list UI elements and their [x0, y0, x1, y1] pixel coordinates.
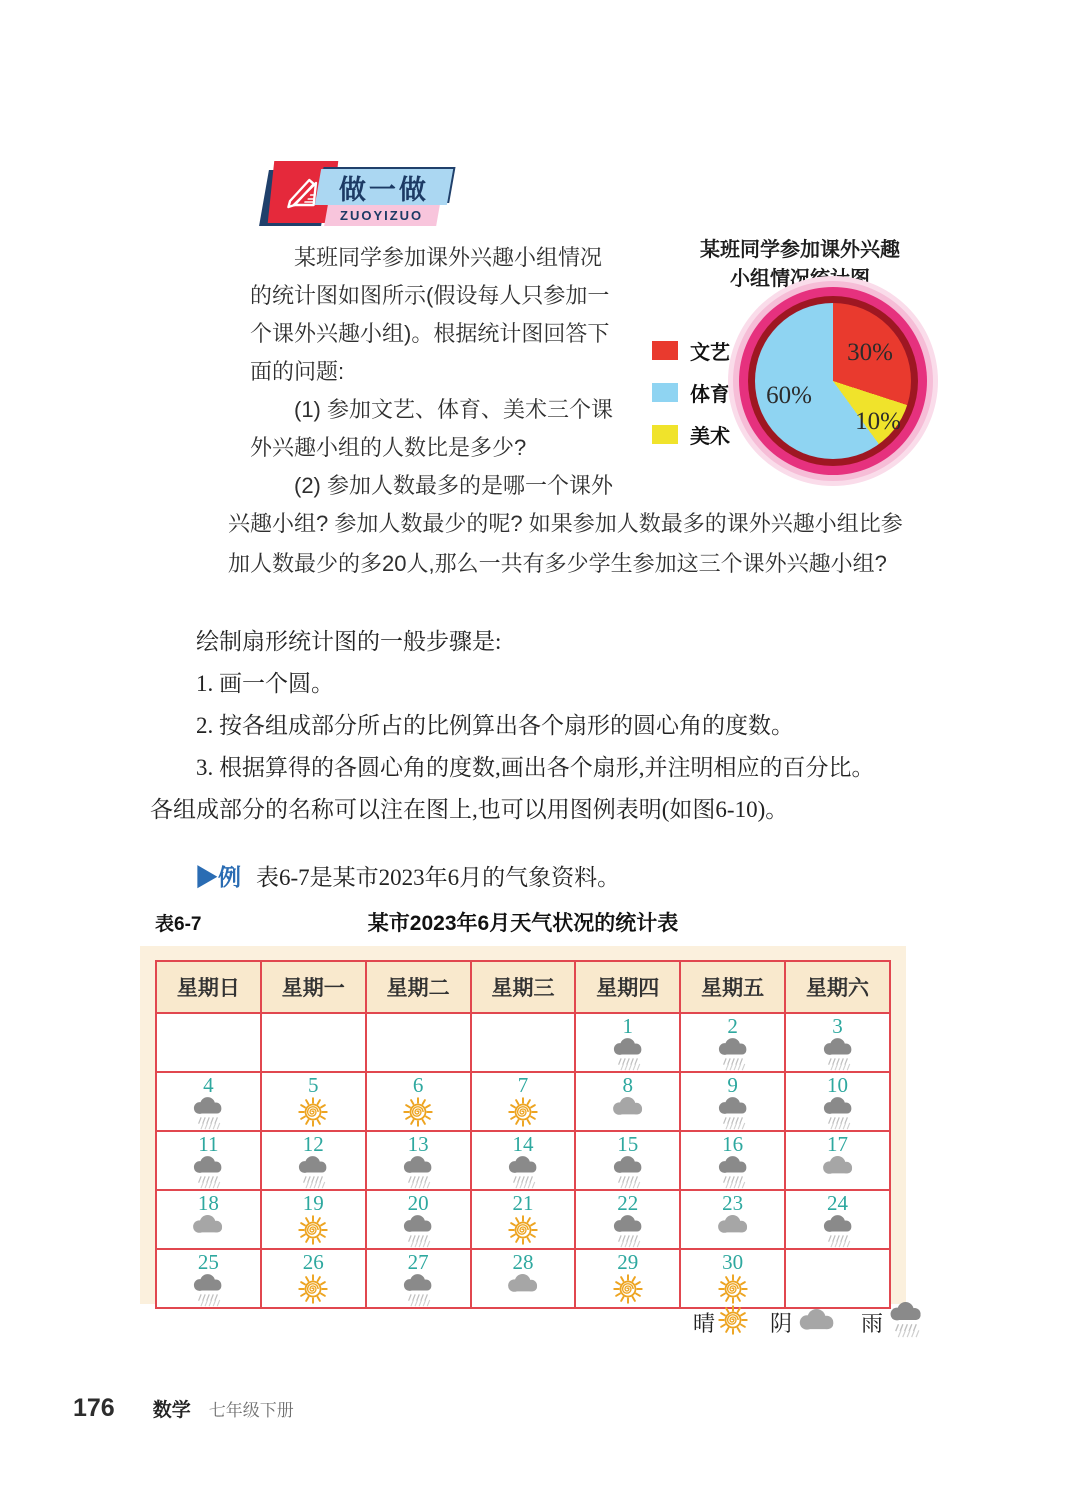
- weekday-header: 星期五: [680, 961, 785, 1013]
- sun-icon: [298, 1097, 328, 1127]
- intro-line: (2) 参加人数最多的是哪一个课外: [250, 473, 614, 498]
- pie-legend-label: 美术: [690, 426, 730, 448]
- pie-legend-swatch: [652, 383, 678, 402]
- calendar-cell: [366, 1072, 471, 1131]
- weather-icon-box: [157, 1156, 260, 1187]
- weather-legend-icon: [886, 1302, 926, 1343]
- badge-subtitle: ZUOYIZUO: [340, 208, 424, 223]
- weather-icon-box: [576, 1097, 679, 1128]
- calendar-day-number: 2: [727, 1014, 738, 1038]
- weather-icon-box: [576, 1215, 679, 1246]
- rain-icon: [820, 1215, 856, 1248]
- calendar-day-number: 17: [827, 1132, 849, 1156]
- weather-legend-icon: [718, 1305, 748, 1340]
- weather-icon-box: [262, 1274, 365, 1305]
- weekday-header: 星期日: [156, 961, 261, 1013]
- calendar-week-row: [156, 1190, 890, 1249]
- calendar-cell: [575, 1249, 680, 1308]
- calendar-cell: [366, 1249, 471, 1308]
- calendar-day-number: 7: [517, 1073, 529, 1097]
- calendar-day-number: 11: [198, 1132, 219, 1156]
- cloud-icon: [714, 1215, 752, 1234]
- weather-icon-box: [681, 1156, 784, 1187]
- calendar-day-number: 4: [203, 1073, 214, 1097]
- steps-line: 绘制扇形统计图的一般步骤是:: [150, 629, 502, 654]
- calendar-cell: [575, 1072, 680, 1131]
- calendar-cell: [261, 1249, 366, 1308]
- weather-icon-box: [262, 1097, 365, 1128]
- weather-legend: [693, 1302, 926, 1343]
- calendar-cell: [261, 1072, 366, 1131]
- weather-icon-box: [786, 1156, 889, 1187]
- calendar-cell: [471, 1190, 576, 1249]
- pie-legend-label: 体育: [690, 384, 730, 406]
- cloud-icon: [795, 1309, 839, 1331]
- weekday-header: 星期二: [366, 961, 471, 1013]
- pie-slice-label-meishu: 10%: [855, 408, 901, 435]
- steps-line: 2. 按各组成部分所占的比例算出各个扇形的圆心角的度数。: [150, 713, 794, 738]
- sun-icon: [718, 1305, 748, 1335]
- weather-icon-box: [157, 1215, 260, 1246]
- calendar-day-number: 14: [512, 1132, 534, 1156]
- calendar-cell: [575, 1190, 680, 1249]
- calendar-day-number: 12: [302, 1132, 324, 1156]
- calendar-cell: [471, 1013, 576, 1072]
- weather-icon-box: [681, 1215, 784, 1246]
- weather-icon-box: [576, 1274, 679, 1305]
- calendar-day-number: 26: [302, 1250, 324, 1274]
- weather-icon-box: [367, 1097, 470, 1128]
- table-title: 某市2023年6月天气状况的统计表: [367, 912, 679, 935]
- calendar-day-number: 21: [512, 1191, 534, 1215]
- rain-icon: [886, 1302, 926, 1338]
- pie-chart-title: [645, 236, 955, 294]
- rain-icon: [715, 1038, 751, 1071]
- calendar-cell: [785, 1013, 890, 1072]
- rain-icon: [400, 1274, 436, 1307]
- weather-icon-box: [262, 1215, 365, 1246]
- calendar-day-number: 1: [622, 1014, 634, 1038]
- rain-icon: [505, 1156, 541, 1189]
- intro-line: 兴趣小组? 参加人数最少的呢? 如果参加人数最多的课外兴趣小组比参: [228, 511, 903, 536]
- rain-icon: [610, 1215, 646, 1248]
- footer-grade: 七年级下册: [208, 1401, 294, 1420]
- calendar-cell: [156, 1072, 261, 1131]
- rain-icon: [715, 1156, 751, 1189]
- intro-line: 加人数最少的多20人,那么一共有多少学生参加这三个课外兴趣小组?: [228, 551, 887, 576]
- badge-title-banner: [315, 169, 453, 205]
- zuoyizuo-badge: [262, 158, 462, 230]
- intro-line: 外兴趣小组的人数比是多少?: [250, 435, 527, 460]
- pie-legend-item: [652, 336, 730, 365]
- calendar-day-number: 27: [407, 1250, 429, 1274]
- calendar-cell: [785, 1249, 890, 1308]
- calendar-cell: [366, 1190, 471, 1249]
- pie-slice-label-wenyi: 30%: [847, 339, 893, 366]
- cloud-icon: [609, 1097, 647, 1116]
- weekday-header: 星期一: [261, 961, 366, 1013]
- pie-legend-swatch: [652, 341, 678, 360]
- calendar-day-number: 20: [407, 1191, 429, 1215]
- calendar-day-number: 5: [308, 1073, 319, 1097]
- intro-line: 某班同学参加课外兴趣小组情况: [250, 245, 603, 270]
- calendar-cell: [261, 1190, 366, 1249]
- calendar-cell: [366, 1131, 471, 1190]
- calendar-cell: [261, 1013, 366, 1072]
- weather-icon-box: [576, 1038, 679, 1069]
- example-text: 表6-7是某市2023年6月的气象资料。: [256, 865, 621, 890]
- rain-icon: [190, 1156, 226, 1189]
- calendar-week-row: [156, 1249, 890, 1308]
- rain-icon: [820, 1038, 856, 1071]
- cloud-icon: [819, 1156, 857, 1175]
- weather-icon-box: [367, 1215, 470, 1246]
- pie-legend-swatch: [652, 425, 678, 444]
- calendar-cell: [575, 1013, 680, 1072]
- badge-subtitle-banner: [324, 205, 440, 226]
- sun-icon: [508, 1215, 538, 1245]
- weather-icon-box: [681, 1038, 784, 1069]
- calendar-day-number: 24: [827, 1191, 849, 1215]
- calendar-day-number: 9: [727, 1073, 738, 1097]
- calendar-cell: [575, 1131, 680, 1190]
- weather-legend-item: [693, 1305, 748, 1340]
- calendar-day-number: 30: [722, 1250, 744, 1274]
- calendar-cell: [680, 1249, 785, 1308]
- pie-legend-item: [652, 420, 730, 449]
- weekday-header: 星期六: [785, 961, 890, 1013]
- sun-icon: [298, 1215, 328, 1245]
- footer-subject: 数学: [152, 1400, 191, 1421]
- pie-title-line1: 某班同学参加课外兴趣: [700, 239, 900, 261]
- weather-icon-box: [367, 1156, 470, 1187]
- calendar-cell: [680, 1190, 785, 1249]
- calendar-week-row: [156, 1013, 890, 1072]
- sun-icon: [508, 1097, 538, 1127]
- rain-icon: [715, 1097, 751, 1130]
- calendar-cell: [156, 1249, 261, 1308]
- weekday-header: 星期三: [471, 961, 576, 1013]
- sun-icon: [403, 1097, 433, 1127]
- calendar-cell: [680, 1131, 785, 1190]
- pie-title-line2: 小组情况统计图: [730, 268, 870, 290]
- weather-icon-box: [472, 1215, 575, 1246]
- cloud-icon: [504, 1274, 542, 1293]
- calendar-cell: [680, 1072, 785, 1131]
- calendar-day-number: 16: [722, 1132, 744, 1156]
- calendar-cell: [785, 1072, 890, 1131]
- rain-icon: [400, 1156, 436, 1189]
- weather-legend-icon: [795, 1309, 839, 1336]
- calendar-cell: [156, 1013, 261, 1072]
- calendar-day-number: 28: [512, 1250, 534, 1274]
- weather-icon-box: [786, 1097, 889, 1128]
- calendar-day-number: 10: [827, 1073, 849, 1097]
- calendar-cell: [785, 1190, 890, 1249]
- rain-icon: [190, 1274, 226, 1307]
- calendar-day-number: 6: [412, 1073, 424, 1097]
- calendar-cell: [471, 1249, 576, 1308]
- weather-icon-box: [681, 1097, 784, 1128]
- calendar-cell: [366, 1013, 471, 1072]
- calendar-cell: [471, 1131, 576, 1190]
- weather-icon-box: [786, 1038, 889, 1069]
- calendar-day-number: 19: [302, 1191, 324, 1215]
- weather-legend-label: 晴: [693, 1311, 716, 1336]
- weather-icon-box: [367, 1274, 470, 1305]
- intro-line: 的统计图如图所示(假设每人只参加一: [250, 283, 610, 308]
- calendar-cell: [156, 1190, 261, 1249]
- calendar-cell: [156, 1131, 261, 1190]
- calendar-cell: [261, 1131, 366, 1190]
- weather-icon-box: [262, 1156, 365, 1187]
- example-marker: ▶例: [195, 864, 241, 890]
- calendar-day-number: 22: [617, 1191, 639, 1215]
- calendar-week-row: [156, 1131, 890, 1190]
- calendar-day-number: 23: [722, 1191, 744, 1215]
- weekday-header: 星期四: [575, 961, 680, 1013]
- pie-legend: [652, 336, 730, 462]
- pie-legend-label: 文艺: [690, 342, 730, 364]
- badge-title: 做一做: [339, 174, 429, 205]
- rain-icon: [610, 1156, 646, 1189]
- pie-ring-outer: [739, 287, 927, 475]
- rain-icon: [400, 1215, 436, 1248]
- weather-legend-item: [770, 1307, 839, 1338]
- calendar-cell: [785, 1131, 890, 1190]
- intro-line: 面的问题:: [250, 359, 345, 384]
- weather-legend-label: 阴: [770, 1311, 793, 1336]
- weather-legend-label: 雨: [861, 1311, 884, 1336]
- calendar-week-row: [156, 1072, 890, 1131]
- steps-line: 3. 根据算得的各圆心角的度数,画出各个扇形,并注明相应的百分比。: [150, 755, 875, 780]
- intro-line: 个课外兴趣小组)。根据统计图回答下: [250, 321, 610, 346]
- weather-table: [155, 960, 891, 1309]
- weather-table-body: [156, 1013, 890, 1308]
- rain-icon: [190, 1097, 226, 1130]
- steps-line: 1. 画一个圆。: [150, 671, 334, 696]
- calendar-day-number: 29: [617, 1250, 639, 1274]
- example-line: [195, 859, 620, 892]
- calendar-day-number: 13: [407, 1132, 429, 1156]
- calendar-day-number: 18: [197, 1191, 219, 1215]
- weather-icon-box: [786, 1215, 889, 1246]
- cloud-icon: [189, 1215, 227, 1234]
- rain-icon: [295, 1156, 331, 1189]
- calendar-day-number: 15: [617, 1132, 639, 1156]
- calendar-cell: [471, 1072, 576, 1131]
- sun-icon: [718, 1274, 748, 1304]
- weather-icon-box: [576, 1156, 679, 1187]
- rain-icon: [610, 1038, 646, 1071]
- pie-legend-item: [652, 378, 730, 407]
- steps-line: 各组成部分的名称可以注在图上,也可以用图例表明(如图6-10)。: [150, 797, 789, 822]
- weather-icon-box: [157, 1097, 260, 1128]
- page-number: 176: [73, 1394, 115, 1422]
- calendar-day-number: 8: [622, 1073, 634, 1097]
- weather-icon-box: [681, 1274, 784, 1305]
- weather-icon-box: [472, 1097, 575, 1128]
- rain-icon: [820, 1097, 856, 1130]
- sun-icon: [298, 1274, 328, 1304]
- calendar-cell: [680, 1013, 785, 1072]
- weather-legend-item: [861, 1302, 926, 1343]
- intro-line: (1) 参加文艺、体育、美术三个课: [250, 397, 614, 422]
- pie-slice-label-tiyu: 60%: [766, 382, 812, 409]
- calendar-day-number: 25: [197, 1250, 219, 1274]
- weather-icon-box: [472, 1274, 575, 1305]
- sun-icon: [613, 1274, 643, 1304]
- weather-table-panel: [140, 946, 906, 1304]
- table-tag: 表6-7: [155, 914, 202, 935]
- weather-icon-box: [472, 1156, 575, 1187]
- calendar-day-number: 3: [832, 1014, 843, 1038]
- weather-table-header-row: [156, 961, 890, 1013]
- page-footer: [73, 1394, 294, 1423]
- weather-icon-box: [157, 1274, 260, 1305]
